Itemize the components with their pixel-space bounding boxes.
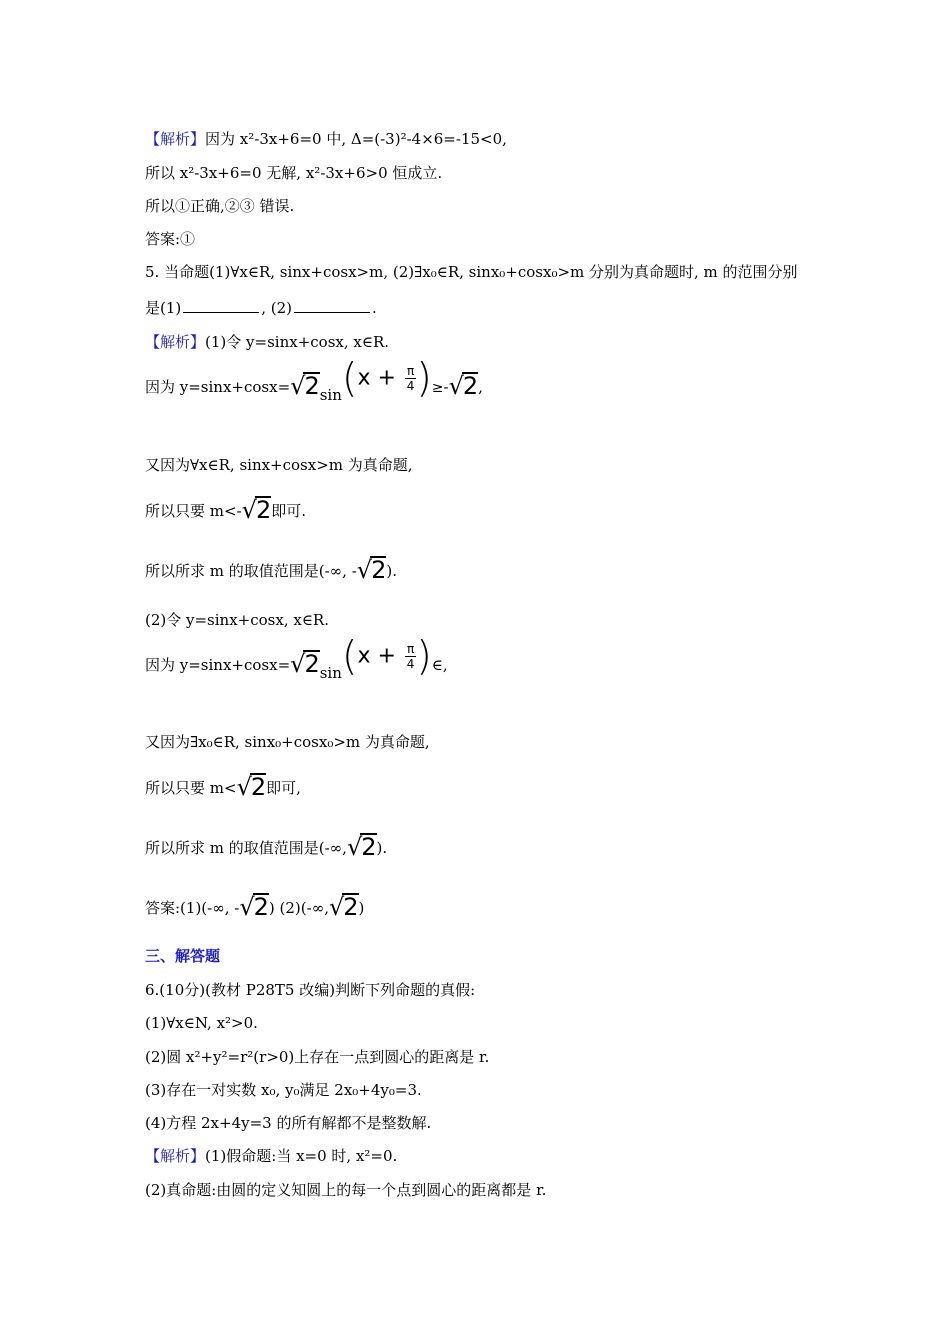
sqrt-2: √2 (290, 372, 320, 400)
text: 所以只要 m<- (145, 502, 242, 520)
text: ) (358, 899, 365, 917)
sin-text: sin (319, 664, 342, 682)
text-line-12: (2)令 y=sinx+cosx, x∈R. (145, 611, 329, 629)
text-line-14: 又因为∃x₀∈R, sinx₀+cosx₀>m 为真命题, (145, 733, 430, 751)
question-6-part-3: (3)存在一对实数 x₀, y₀满足 2x₀+4y₀=3. (145, 1081, 422, 1099)
paren-expression: (x + $\frac{\pi}{4}$ ) (341, 355, 432, 401)
text-line-15 (145, 773, 301, 799)
text: 所以所求 m 的取值范围是(-∞, - (145, 562, 357, 580)
text: 即可. (271, 502, 306, 520)
text-line-3: 所以①正确,②③ 错误. (145, 197, 295, 215)
blank-1 (183, 298, 259, 313)
text-line-2: 所以 x²-3x+6=0 无解, x²-3x+6>0 恒成立. (145, 164, 443, 182)
text: . (372, 299, 377, 317)
text-line-9: 又因为∀x∈R, sinx+cosx>m 为真命题, (145, 456, 413, 474)
section-heading: 三、解答题 (145, 947, 221, 965)
question-6-part-4: (4)方程 2x+4y=3 的所有解都不是整数解. (145, 1114, 432, 1132)
text-line-10 (145, 496, 306, 522)
text: ). (386, 562, 397, 580)
text: ). (376, 839, 388, 857)
paren-expression: (x + $\frac{\pi}{4}$ ) (341, 633, 432, 679)
analysis-line-7 (145, 332, 389, 352)
sqrt-2: √2 (328, 893, 359, 921)
blank-2 (294, 298, 370, 313)
formula-line-8 (145, 355, 483, 405)
text: 即可, (266, 779, 301, 797)
text: (1)假命题:当 x=0 时, x²=0. (205, 1147, 398, 1165)
question-5: 5. 当命题(1)∀x∈R, sinx+cosx>m, (2)∃x₀∈R, sinx₀+cosx₀>m 分别为真命题时, m 的范围分别 (145, 263, 798, 281)
text: ∈, (431, 656, 448, 674)
text: 是(1) (145, 299, 182, 317)
sqrt-2: √2 (241, 496, 272, 524)
text: 因为 y=sinx+cosx= (145, 378, 291, 396)
text: 所以只要 m< (145, 779, 237, 797)
sqrt-2: √2 (356, 556, 387, 584)
text: ) (2)(-∞, (268, 899, 329, 917)
sqrt-2: √2 (346, 833, 377, 861)
text-line-16 (145, 833, 387, 859)
text: 因为 x²-3x+6=0 中, Δ=(-3)²-4×6=-15<0, (205, 130, 507, 148)
fraction-pi-over-4: $\frac{\pi}{4}$ (406, 363, 415, 393)
text-line-11 (145, 556, 397, 582)
sin-text: sin (319, 386, 342, 404)
text-line-25: (2)真命题:由圆的定义知圆上的每一个点到圆心的距离都是 r. (145, 1181, 547, 1199)
text: , (2) (261, 299, 293, 317)
analysis-tag: 【解析】 (145, 130, 206, 148)
text: (1)令 y=sinx+cosx, x∈R. (205, 333, 390, 351)
question-6-part-2: (2)圆 x²+y²=r²(r>0)上存在一点到圆心的距离是 r. (145, 1048, 490, 1066)
text: ≥- (431, 380, 449, 396)
answer-line-17 (145, 893, 364, 919)
sqrt-2: √2 (239, 893, 269, 921)
analysis-tag: 【解析】 (145, 333, 206, 351)
sqrt-2: √2 (290, 650, 320, 678)
text: 所以所求 m 的取值范围是(-∞, (145, 839, 347, 857)
sqrt-2: √2 (448, 372, 479, 400)
question-6-part-1: (1)∀x∈N, x²>0. (145, 1014, 258, 1032)
analysis-tag: 【解析】 (145, 1147, 206, 1165)
text: , (478, 378, 483, 396)
analysis-line-1 (145, 129, 507, 149)
sqrt-2: √2 (236, 773, 267, 801)
analysis-line-24 (145, 1146, 397, 1166)
question-5-blanks (145, 298, 377, 318)
answer-line-4: 答案:① (145, 230, 196, 248)
text: 答案:(1)(-∞, - (145, 899, 240, 917)
question-6: 6.(10分)(教材 P28T5 改编)判断下列命题的真假: (145, 981, 476, 999)
text: 因为 y=sinx+cosx= (145, 656, 291, 674)
formula-line-13 (145, 633, 448, 683)
fraction-pi-over-4: $\frac{\pi}{4}$ (406, 641, 415, 671)
